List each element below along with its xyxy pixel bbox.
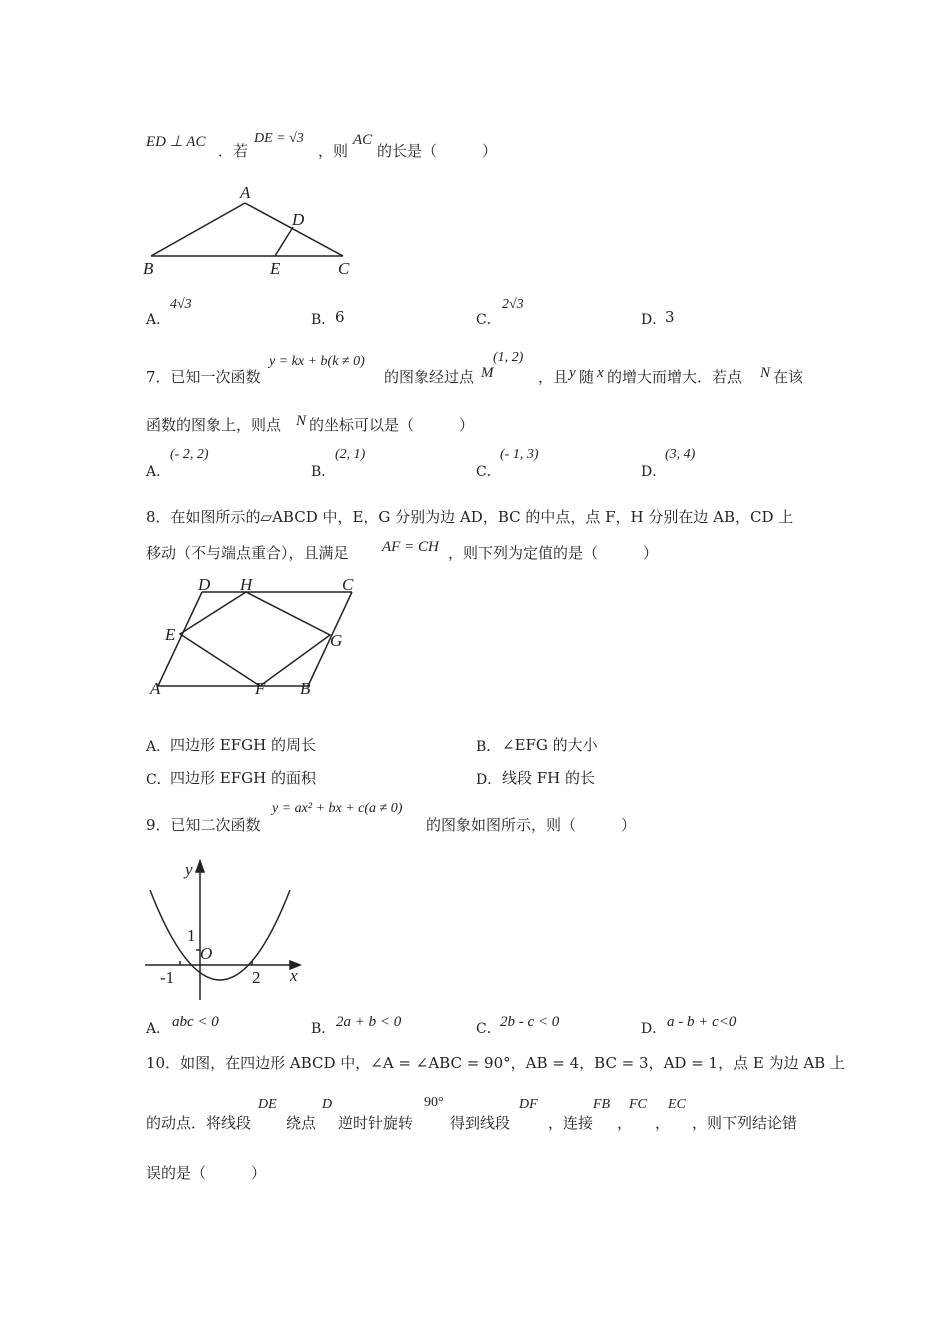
q9-option-d-letter[interactable]: D． — [641, 1021, 667, 1037]
q9-parabola-curve — [150, 890, 290, 980]
q6-option-c-letter[interactable]: C． — [476, 312, 501, 328]
q6-option-a-value: 4√3 — [170, 297, 192, 312]
q6-option-b-value: 6 — [335, 308, 345, 326]
q8-label-h: H — [240, 575, 253, 594]
q9-label-y: y — [185, 860, 193, 879]
q6-segment-ed — [275, 227, 293, 256]
q7-line2-prompt: 的坐标可以是（ ） — [309, 416, 475, 434]
q7-point-m: M — [481, 365, 494, 381]
q7-text-5: 的增大而增大．若点 — [607, 368, 743, 386]
q8-label-d: D — [198, 575, 211, 594]
q10-l2-text-2: 绕点 — [286, 1114, 317, 1132]
q7-var-y: y — [569, 365, 576, 381]
q9-function: y = ax² + bx + c(a ≠ 0) — [272, 801, 403, 816]
q8-parallelogram-figure — [140, 572, 370, 702]
q8-option-a-value: 四边形 EFGH 的周长 — [170, 736, 316, 754]
q7-text-3: ，且 — [538, 368, 569, 386]
q6-perpendicular: ED ⊥ AC — [146, 134, 206, 150]
q6-option-c-value: 2√3 — [502, 297, 524, 312]
q6-option-a-letter[interactable]: A． — [146, 312, 171, 328]
q8-condition: AF = CH — [382, 539, 439, 555]
q9-option-b-value: 2a + b < 0 — [336, 1014, 402, 1030]
q7-line2-text: 函数的图象上，则点 — [146, 416, 282, 434]
q9-option-b-letter[interactable]: B． — [311, 1021, 336, 1037]
q8-option-c-letter[interactable]: C． — [146, 772, 171, 788]
q9-label-x: x — [290, 966, 298, 985]
q8-stem-line2c: ，则下列为定值的是（ ） — [448, 544, 659, 562]
q7-line2-point-n: N — [296, 413, 307, 429]
q9-label-o: O — [200, 944, 213, 963]
q6-ac: AC — [353, 132, 373, 148]
q10-l2-angle: 90° — [424, 1095, 444, 1110]
q6-prompt: 的长是（ ） — [377, 142, 498, 160]
q8-option-a-letter[interactable]: A． — [146, 739, 171, 755]
q8-quadrilateral-efgh — [180, 592, 330, 686]
q9-label-1: 1 — [187, 926, 196, 945]
q6-text: ．若 — [218, 142, 249, 160]
q9-option-a-value: abc < 0 — [172, 1014, 219, 1030]
q6-option-d-letter[interactable]: D． — [641, 312, 667, 328]
q10-l2-df: DF — [519, 1097, 538, 1112]
q6-option-b-letter[interactable]: B． — [311, 312, 336, 328]
q9-stem-1: 9．已知二次函数 — [146, 816, 261, 834]
q9-option-d-value: a - b + c<0 — [667, 1014, 737, 1030]
q7-option-b-value: (2, 1) — [335, 447, 366, 462]
q8-option-d-letter[interactable]: D． — [476, 772, 502, 788]
q8-label-c: C — [342, 575, 354, 594]
q7-point-m-coord: (1, 2) — [493, 350, 524, 365]
q10-l2-comma-2: ， — [655, 1114, 671, 1132]
q9-label-2: 2 — [252, 968, 261, 987]
q10-l2-comma-1: ， — [617, 1114, 633, 1132]
q7-option-a-letter[interactable]: A． — [146, 464, 171, 480]
q6-de-value: DE = √3 — [254, 131, 304, 146]
q10-l2-text-5: ，连接 — [548, 1114, 594, 1132]
q8-label-a: A — [150, 679, 161, 698]
q9-label-neg-1: -1 — [160, 968, 175, 987]
q10-l2-d: D — [322, 1097, 333, 1112]
q8-stem-line2a: 移动（不与端点重合），且满足 — [146, 544, 349, 562]
q8-option-c-value: 四边形 EFGH 的面积 — [170, 769, 316, 787]
q6-label-b: B — [143, 259, 154, 278]
q10-l2-text-3: 逆时针旋转 — [338, 1114, 414, 1132]
q6-label-c: C — [338, 259, 350, 278]
q7-option-a-value: (- 2, 2) — [170, 447, 209, 462]
q8-option-b-letter[interactable]: B． — [476, 739, 501, 755]
q8-label-e: E — [165, 625, 176, 644]
q10-l2-text-4: 得到线段 — [450, 1114, 511, 1132]
q7-point-n: N — [760, 365, 771, 381]
q10-l2-text-1: 的动点．将线段 — [146, 1114, 252, 1132]
q8-label-b: B — [300, 679, 311, 698]
q9-option-c-letter[interactable]: C． — [476, 1021, 501, 1037]
q10-l2-de: DE — [258, 1097, 277, 1112]
q7-option-b-letter[interactable]: B． — [311, 464, 336, 480]
q6-text-then: ，则 — [318, 142, 349, 160]
q9-parabola-graph — [140, 855, 310, 1005]
q8-stem-line1: 8．在如图所示的▱ABCD 中，E，G 分别为边 AD，BC 的中点，点 F，H 分别在边 AB，CD 上 — [146, 508, 794, 526]
q7-text-4: 随 — [579, 368, 595, 386]
q9-option-a-letter[interactable]: A． — [146, 1021, 171, 1037]
q7-function: y = kx + b(k ≠ 0) — [269, 354, 365, 369]
q10-stem-line1: 10．如图，在四边形 ABCD 中，∠A = ∠ABC = 90°，AB = 4，BC = 3，AD = 1，点 E 为边 AB 上 — [146, 1054, 845, 1072]
q7-var-x: x — [597, 365, 604, 381]
q6-label-e: E — [270, 259, 281, 278]
q7-option-c-value: (- 1, 3) — [500, 447, 539, 462]
q8-option-b-value: ∠EFG 的大小 — [502, 736, 598, 754]
q7-text-6: 在该 — [773, 368, 804, 386]
q6-triangle-figure — [135, 178, 365, 280]
q10-l2-ec: EC — [668, 1097, 686, 1112]
q6-label-d: D — [292, 210, 305, 229]
q10-l2-fb: FB — [593, 1097, 611, 1112]
q10-stem-line3: 误的是（ ） — [146, 1164, 267, 1182]
q9-option-c-value: 2b - c < 0 — [500, 1014, 560, 1030]
q10-l2-fc: FC — [629, 1097, 647, 1112]
q7-option-d-letter[interactable]: D． — [641, 464, 667, 480]
q7-text-1: 7．已知一次函数 — [146, 368, 261, 386]
q8-label-g: G — [330, 631, 343, 650]
q6-label-a: A — [240, 183, 251, 202]
q7-option-c-letter[interactable]: C． — [476, 464, 501, 480]
q8-option-d-value: 线段 FH 的长 — [502, 769, 596, 787]
q6-side-ba — [151, 203, 245, 256]
q7-text-2: 的图象经过点 — [384, 368, 475, 386]
q9-stem-2: 的图象如图所示，则（ ） — [426, 816, 637, 834]
q7-option-d-value: (3, 4) — [665, 447, 696, 462]
q9-y-axis-arrow — [196, 861, 204, 872]
q6-option-d-value: 3 — [665, 308, 675, 326]
q10-l2-text-6: ，则下列结论错 — [692, 1114, 798, 1132]
q8-label-f: F — [255, 679, 266, 698]
